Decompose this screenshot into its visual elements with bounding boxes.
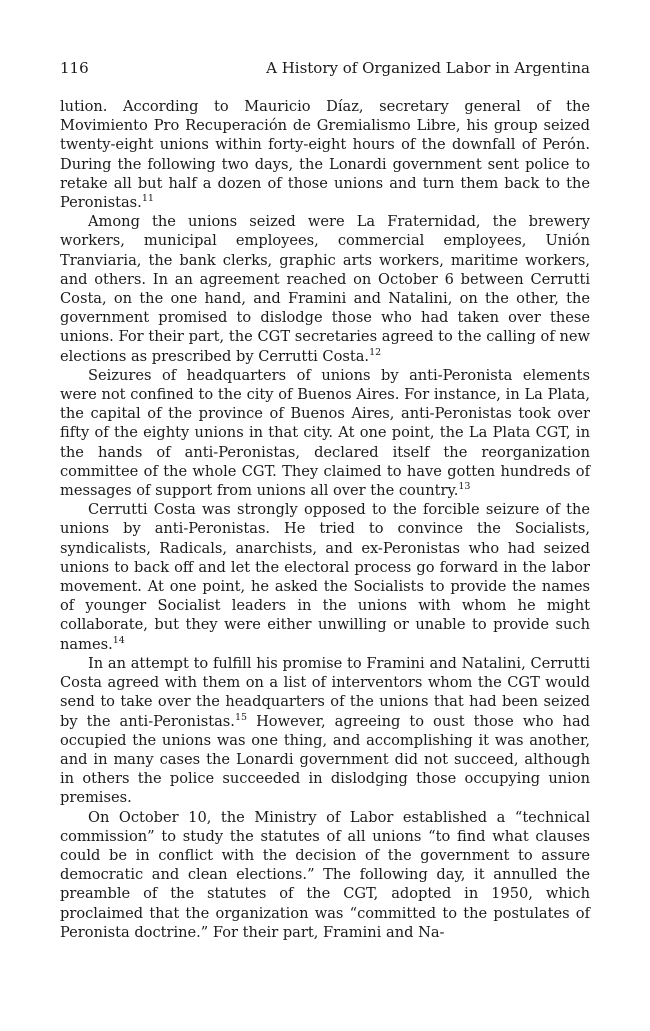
page-number: 116 (60, 59, 89, 77)
paragraph-5 (60, 654, 590, 808)
paragraph-4 (60, 500, 590, 654)
paragraph-2 (60, 212, 590, 366)
paragraph-text: Among the unions seized were La Fraternidad, the brewery workers, municipal employees, commercial employees, Unión Tranviaria, the bank clerks, graphic arts workers, maritime workers, and others. In an agreement reached on October 6 between Cerrutti Costa, on the one hand, and Framini and Natalini, on the other, the government promised to dislodge those who had taken over these unions. For their part, the CGT secretaries agreed to the calling of new elections as prescribed by Cerrutti Costa. (60, 213, 590, 365)
running-head-title: A History of Organized Labor in Argentina (266, 59, 590, 77)
paragraph-6 (60, 808, 590, 942)
footnote-marker: 12 (369, 346, 382, 358)
paragraph-1 (60, 97, 590, 212)
footnote-marker: 14 (112, 634, 125, 646)
running-head (60, 57, 590, 79)
paragraph-3 (60, 366, 590, 500)
paragraph-text: In an attempt to fulfill his promise to Framini and Natalini, Cerrutti Costa agreed with them on a list of interventors whom the CGT would send to take over the headquarters of the unions that had been seized by the anti-Peronistas. (60, 654, 590, 730)
paragraph-text: Seizures of headquarters of unions by anti-Peronista elements were not confined to the city of Buenos Aires. For instance, in La Plata, the capital of the province of Buenos Aires, anti-Peronistas took over fifty of the eighty unions in that city. At one point, the La Plata CGT, in the hands of anti-Peronistas, declared itself the reorganization committee of the whole CGT. They claimed to have gotten hundreds of messages of support from unions all over the country. (60, 366, 590, 500)
body-text (60, 97, 590, 942)
paragraph-text: Cerrutti Costa was strongly opposed to the forcible seizure of the unions by anti-Peronistas. He tried to convince the Socialists, syndicalists, Radicals, anarchists, and ex-Peronistas who had seized unions to back off and let the electoral process go forward in the labor movement. At one point, he asked the Socialists to provide the names of younger Socialist leaders in the unions with whom he might collaborate, but they were either unwilling or unable to provide such names. (60, 501, 590, 653)
footnote-marker: 15 (234, 711, 248, 723)
paragraph-text: On October 10, the Ministry of Labor established a “technical commission” to study the statutes of all unions “to find what clauses could be in conflict with the decision of the government to assure democratic and clean elections.” The following day, it annulled the preamble of the statutes of the CGT, adopted in 1950, which proclaimed that the organization was “committed to the postulates of Peronista doctrine.” For their part, Framini and Na- (60, 808, 590, 941)
footnote-marker: 13 (458, 481, 471, 493)
paragraph-text: lution. According to Mauricio Díaz, secretary general of the Movimiento Pro Recuperación de Gremialismo Libre, his group seized twenty-eight unions within forty-eight hours of the downfall of Perón. During the following two days, the Lonardi government sent police to retake all but half a dozen of those unions and turn them back to the Peronistas. (60, 98, 590, 212)
footnote-marker: 11 (141, 193, 154, 205)
paragraph-text-continued: However, agreeing to oust those who had occupied the unions was one thing, and accomplishing it was another, and in many cases the Lonardi government did not succeed, although in others the police succeeded in dislodging those occupying union premises. (60, 712, 590, 807)
